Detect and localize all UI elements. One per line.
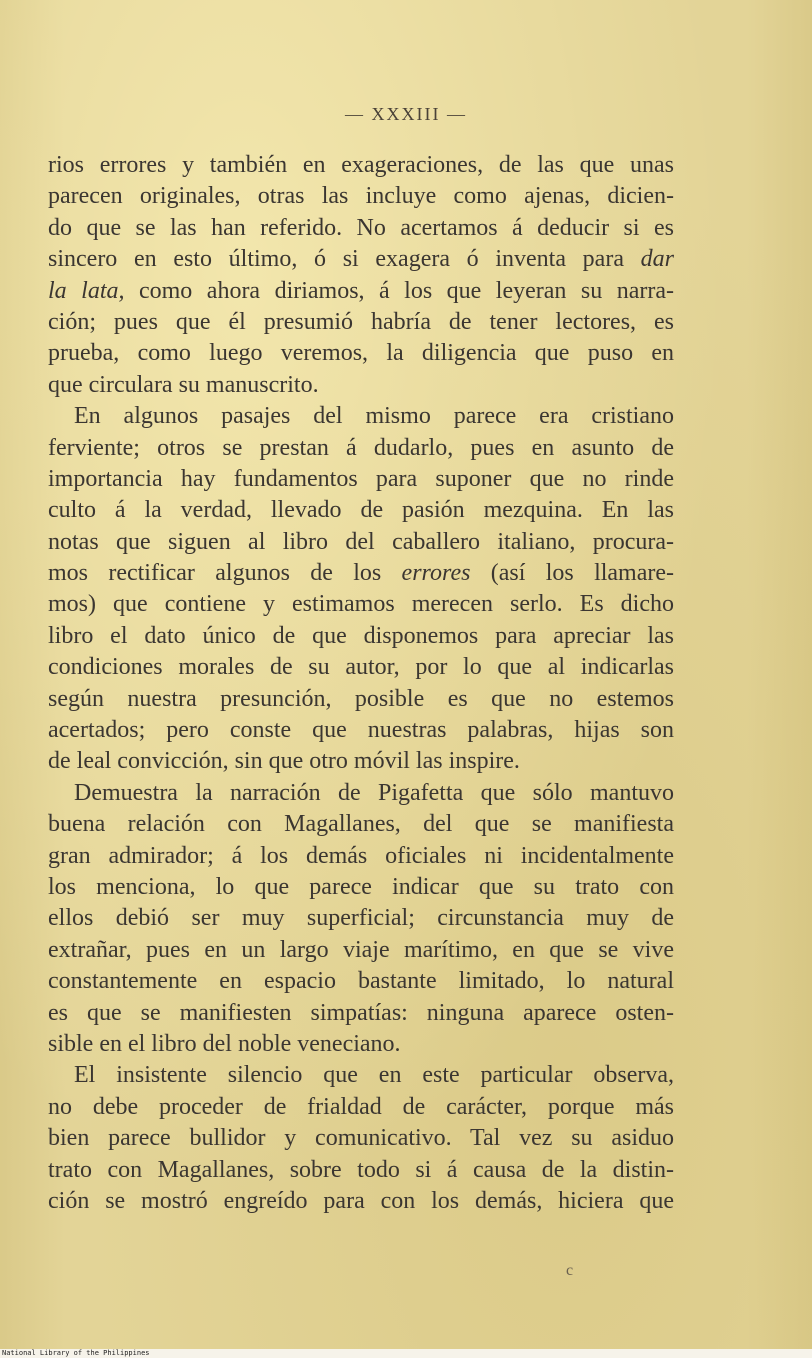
text-line: mos rectificar algunos de los errores (así los llamare- — [48, 560, 675, 587]
text-line: parecen originales, otras las incluye como ajenas, dicien- — [48, 183, 674, 210]
text-line: do que se las han referido. No acertamos á deducir si es — [48, 214, 674, 241]
italic-phrase: dar — [640, 246, 674, 273]
text-line: Demuestra la narración de Pigafetta que sólo mantuvo — [74, 779, 674, 806]
text-line: libro el dato único de que disponemos para apreciar las — [48, 622, 674, 649]
text-line: condiciones morales de su autor, por lo que al indicarlas — [48, 654, 674, 681]
text-line: no debe proceder de frialdad de carácter, porque más — [48, 1093, 674, 1120]
text-line: ferviente; otros se prestan á dudarlo, pues en asunto de — [48, 434, 674, 461]
text-line: El insistente silencio que en este particular observa, — [74, 1062, 674, 1089]
text-line: sincero en esto último, ó si exagera ó inventa para dar — [48, 246, 674, 273]
italic-word: errores — [401, 560, 471, 587]
text-line: notas que siguen al libro del caballero italiano, procura- — [48, 528, 674, 555]
text-line: En algunos pasajes del mismo parece era cristiano — [74, 403, 674, 430]
text-line: la lata, como ahora diriamos, á los que leyeran su narra- — [48, 277, 675, 304]
footer-credit: National Library of the Philippines — [2, 1349, 150, 1357]
text-line: mos) que contiene y estimamos merecen serlo. Es dicho — [48, 591, 674, 618]
text-line: gran admirador; á los demás oficiales ni incidentalmente — [48, 842, 674, 869]
text-line: prueba, como luego veremos, la diligencia que puso en — [48, 340, 674, 367]
text-line: según nuestra presunción, posible es que no estemos — [48, 685, 674, 712]
text-line: es que se manifiesten simpatías: ninguna aparece osten- — [48, 999, 674, 1026]
body-text — [48, 150, 674, 1217]
text-line: trato con Magallanes, sobre todo si á causa de la distin- — [48, 1156, 674, 1183]
text-line: acertados; pero conste que nuestras palabras, hijas son — [48, 717, 674, 744]
text-line: rios errores y también en exageraciones, de las que unas — [48, 152, 674, 178]
italic-phrase: la lata, — [48, 277, 125, 304]
stray-mark: c — [566, 1262, 574, 1279]
text-line: ción; pues que él presumió habría de tener lectores, es — [48, 308, 674, 335]
text-line: constantemente en espacio bastante limitado, lo natural — [48, 968, 674, 995]
text-line: los menciona, lo que parece indicar que su trato con — [48, 873, 674, 900]
text-line: importancia hay fundamentos para suponer que no rinde — [48, 465, 674, 492]
text-line: buena relación con Magallanes, del que se manifiesta — [48, 811, 674, 838]
text-line: culto á la verdad, llevado de pasión mezquina. En las — [48, 497, 674, 524]
text-line: de leal convicción, sin que otro móvil las inspire. — [48, 748, 520, 775]
text-line: sible en el libro del noble veneciano. — [48, 1030, 401, 1057]
text-line: extrañar, pues en un largo viaje marítimo, en que se vive — [48, 936, 674, 963]
page-number: — XXXIII — — [345, 104, 467, 124]
text-line: que circulara su manuscrito. — [48, 371, 319, 398]
text-line: ellos debió ser muy superficial; circunstancia muy de — [48, 905, 674, 932]
text-line: bien parece bullidor y comunicativo. Tal vez su asiduo — [48, 1125, 674, 1152]
text-line: ción se mostró engreído para con los demás, hiciera que — [48, 1187, 674, 1214]
